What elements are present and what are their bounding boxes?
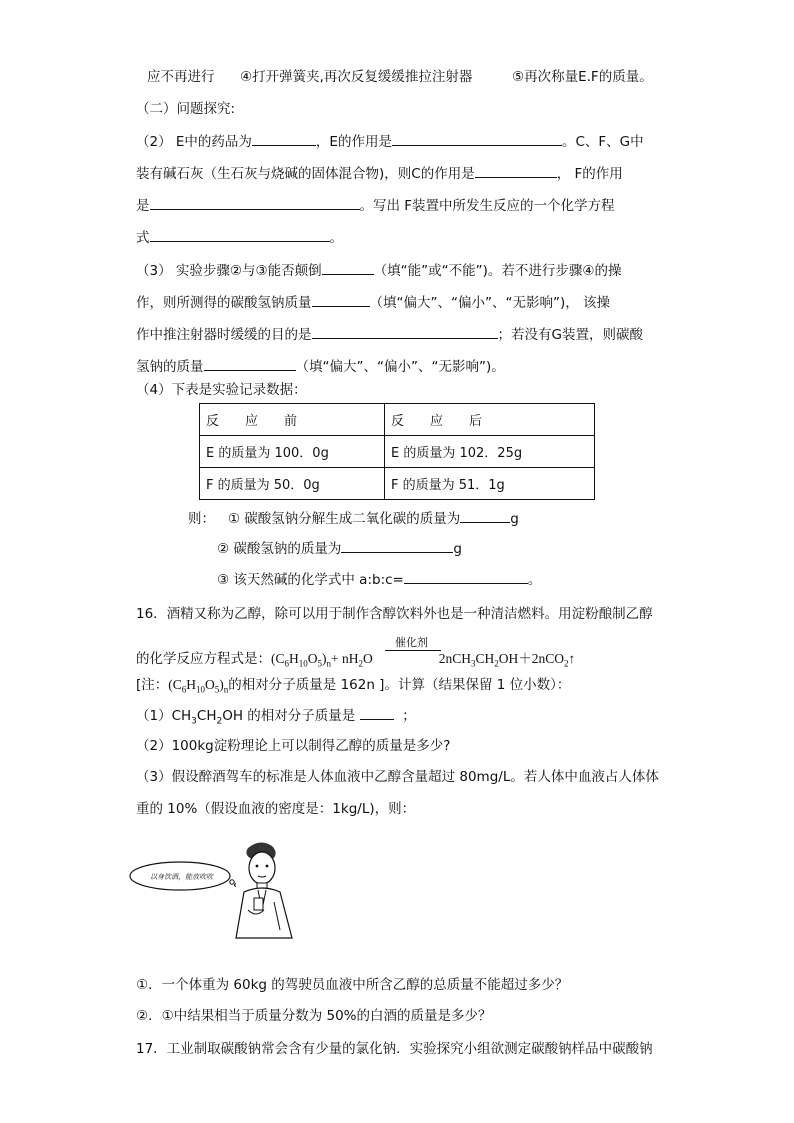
blank: [404, 570, 528, 584]
bubble-text: 以身饮酒，能放吹吹: [150, 873, 213, 881]
p16-q3-line-2: 重的 10%（假设血液的密度是：1kg/L)，则：: [136, 801, 416, 817]
blank: [392, 132, 562, 146]
q4-result-3: ③ 该天然碱的化学式中 a:b:c= 。: [217, 572, 542, 588]
q2-line-2: 装有碱石灰（生石灰与烧碱的固体混合物)，则C的作用是 ， F的作用: [136, 166, 623, 182]
table-row: [200, 436, 595, 468]
q2-line-1: （2） E中的药品为 ，E的作用是 。C、F、G中: [136, 134, 644, 150]
step-5-text: ⑤再次称量E.F的质量。: [512, 69, 653, 85]
p16-sub-2: ②．①中结果相当于质量分数为 50%的白酒的质量是多少？: [136, 1008, 492, 1024]
table-cell: E 的质量为 102．25g: [385, 436, 595, 468]
q4-intro: （4）下表是实验记录数据：: [136, 382, 307, 398]
blank: [252, 132, 316, 146]
blank: [150, 196, 360, 210]
table-header-cell: 反 应 前: [200, 404, 385, 436]
q2-line-4: 式 。: [136, 230, 343, 246]
table-cell: F 的质量为 50．0g: [200, 468, 385, 500]
table-cell: E 的质量为 100．0g: [200, 436, 385, 468]
p16-note: [注：$(C_6H_{10}O_5)_n$的相对分子质量是 162n ]。计算（结果保留 1 位小数）：: [136, 677, 571, 695]
table-cell: F 的质量为 51．1g: [385, 468, 595, 500]
blank: [150, 228, 330, 242]
p16-equation: 的化学反应方程式是：$(C_6H_{10}O_5)_n+ nH_2O$ $2nCH_3CH_2OH+2nCO_2↑$: [136, 651, 576, 669]
q3-line-1: （3） 实验步骤②与③能否颠倒 （填“能”或“不能”)。若不进行步骤④的操: [136, 263, 622, 279]
q3-line-2: 作，则所测得的碳酸氢钠质量 （填“偏大”、“偏小”、“无影响”)， 该操: [136, 295, 611, 311]
blank: [475, 164, 557, 178]
p16-q1: $(1)CH_3CH_2OH$ 的相对分子质量是 ；: [136, 708, 416, 727]
table-header-row: [200, 404, 595, 436]
step-4-text: ④打开弹簧夹,再次反复缓缓推拉注射器: [240, 69, 473, 85]
table-header-cell: 反 应 后: [385, 404, 595, 436]
record-table: [199, 403, 595, 500]
q3-line-4: 氢钠的质量 （填“偏大”、“偏小”、“无影响”)。: [136, 359, 505, 375]
blank: [360, 706, 394, 720]
drinking-man-icon: [230, 840, 296, 940]
blank: [460, 509, 510, 523]
blank: [312, 293, 370, 307]
q2-line-3: 是 。写出 F装置中所发生反应的一个化学方程: [136, 198, 615, 214]
p16-q3-line-1: （3）假设醉酒驾车的标准是人体血液中乙醇含量超过 80mg/L。若人体中血液占人体体: [136, 769, 659, 785]
blank: [341, 539, 453, 553]
q4-result-1: 则： ① 碳酸氢钠分解生成二氧化碳的质量为 g: [188, 511, 519, 527]
blank: [204, 357, 296, 371]
q4-result-2: ② 碳酸氢钠的质量为 g: [217, 541, 462, 557]
step-text-continued: 应不再进行: [147, 69, 215, 85]
blank: [322, 261, 374, 275]
catalyst-label: 催化剂: [395, 636, 428, 649]
p16-line-1: 16．酒精又称为乙醇，除可以用于制作含醇饮料外也是一种清洁燃料。用淀粉酿制乙醇: [136, 606, 653, 622]
table-row: [200, 468, 595, 500]
p17-line-1: 17．工业制取碳酸钠常会含有少量的氯化钠．实验探究小组欲测定碳酸钠样品中碳酸钠: [136, 1041, 653, 1057]
q3-line-3: 作中推注射器时缓缓的目的是 ；若没有G装置，则碳酸: [136, 327, 643, 343]
section-title: （二）问题探究:: [136, 101, 236, 117]
p16-sub-1: ①．一个体重为 60kg 的驾驶员血液中所含乙醇的总质量不能超过多少？: [136, 977, 569, 993]
blank: [312, 325, 498, 339]
p16-q2: （2）100kg淀粉理论上可以制得乙醇的质量是多少?: [136, 738, 451, 754]
